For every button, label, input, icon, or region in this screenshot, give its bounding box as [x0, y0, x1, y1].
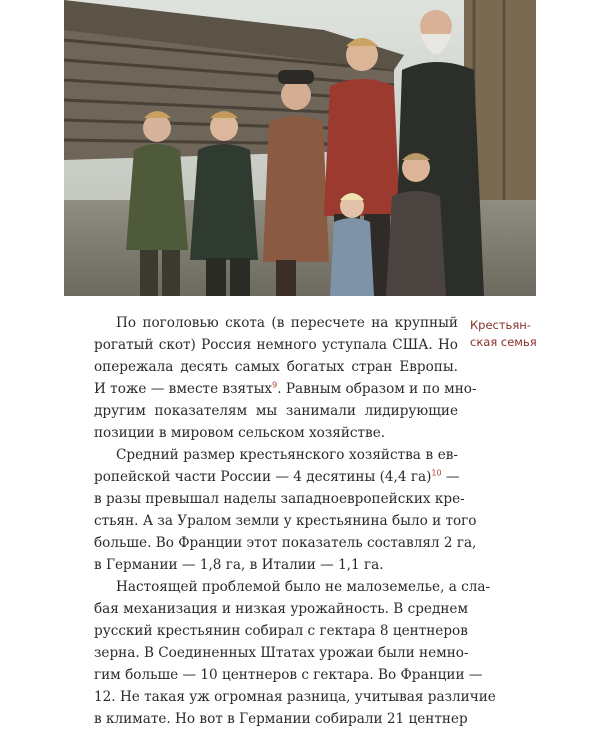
text-line: 12. Не такая уж огромная разница, учитывая различие — [94, 689, 496, 705]
text-line: позиции в мировом сельском хозяйстве. — [94, 425, 386, 441]
footnote-marker: 9 — [272, 380, 278, 390]
text-line: По поголовью скота (в пересчете на крупный — [116, 315, 458, 331]
text-line: зерна. В Соединенных Штатах урожаи были немно- — [94, 645, 469, 661]
text-fragment: И тоже — вместе взятых — [94, 381, 273, 397]
sidenote-line: Крестьян- — [470, 318, 531, 332]
footnote-marker: 10 — [431, 468, 442, 478]
text-line: в разы превышал наделы западноевропейских кре- — [94, 491, 465, 507]
text-line: опережала десять самых богатых стран Европы. — [94, 359, 458, 375]
text-line: стьян. А за Уралом земли у крестьянина было и того — [94, 513, 477, 529]
text-line: бая механизация и низкая урожайность. В среднем — [94, 601, 469, 617]
text-line: другим показателям мы занимали лидирующие — [94, 403, 458, 419]
text-line: рогатый скот) Россия немного уступала США. Но — [94, 337, 458, 353]
text-line: в Германии — 1,8 га, в Италии — 1,1 га. — [94, 557, 384, 573]
text-fragment: ропейской части России — 4 десятины (4,4 га) — [94, 469, 432, 485]
body-text — [94, 312, 496, 730]
text-line — [94, 378, 477, 400]
text-line — [94, 466, 458, 488]
text-line: Настоящей проблемой было не малоземелье, а сла- — [116, 579, 491, 595]
text-line: в климате. Но вот в Германии собирали 21 центнер — [94, 711, 468, 727]
family-photo — [64, 0, 536, 296]
sidenote-caption — [470, 317, 560, 351]
text-fragment: — — [441, 469, 460, 485]
text-line: больше. Во Франции этот показатель составлял 2 га, — [94, 535, 477, 551]
text-fragment: . Равным образом и по мно- — [277, 381, 477, 397]
text-line: Средний размер крестьянского хозяйства в ев- — [116, 447, 458, 463]
sidenote-line: ская семья — [470, 335, 537, 349]
text-line: гим больше — 10 центнеров с гектара. Во Франции — — [94, 667, 483, 683]
text-line: русский крестьянин собирал с гектара 8 центнеров — [94, 623, 468, 639]
